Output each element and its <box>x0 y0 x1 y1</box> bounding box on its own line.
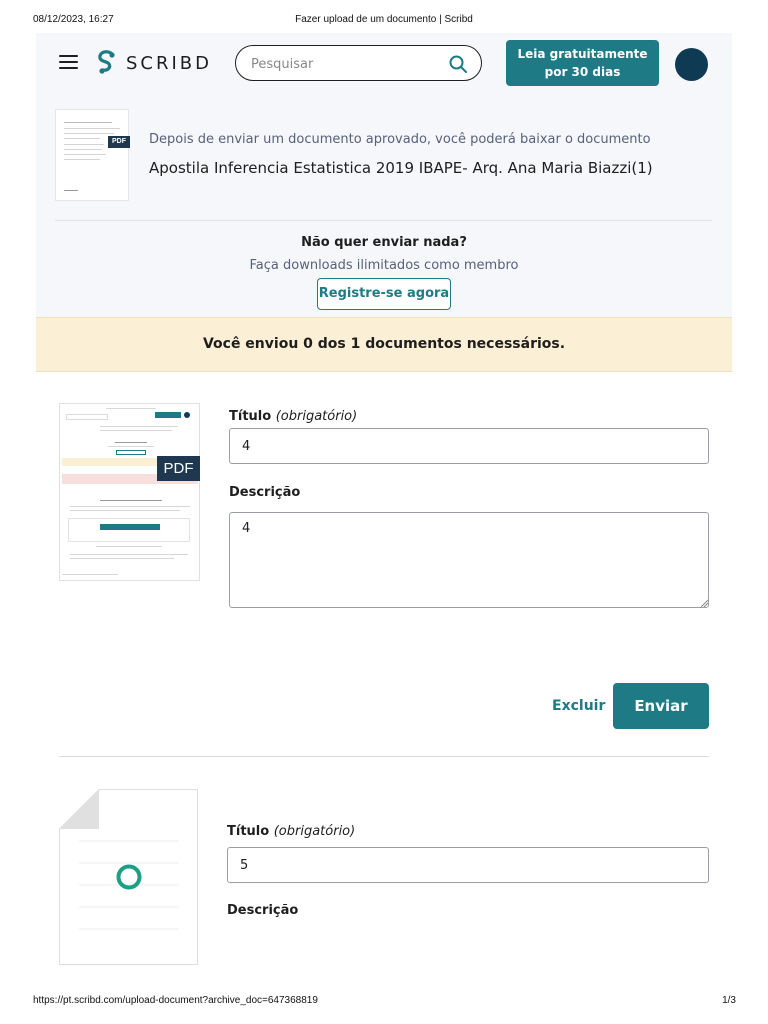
print-datetime: 08/12/2023, 16:27 <box>33 14 114 25</box>
description-textarea[interactable] <box>229 512 709 608</box>
no-upload-question: Não quer enviar nada? <box>301 235 467 250</box>
required-hint: (obrigatório) <box>273 824 356 839</box>
scribd-page <box>36 33 732 918</box>
print-footer <box>0 995 768 1011</box>
search-box[interactable] <box>235 45 482 81</box>
upload-progress-banner: Você enviou 0 dos 1 documentos necessários. <box>36 317 732 372</box>
print-page-number: 1/3 <box>722 995 736 1006</box>
document-name: Apostila Inferencia Estatistica 2019 IBAPE- Arq. Ana Maria Biazzi(1) <box>149 159 653 177</box>
scribd-logo-text: SCRIBD <box>126 52 213 74</box>
scribd-logo[interactable] <box>96 50 212 76</box>
download-notice-panel <box>36 93 732 317</box>
description-label: Descrição <box>227 903 299 918</box>
item-separator <box>59 756 709 757</box>
title-label-text: Título <box>229 409 272 424</box>
document-preview-thumbnail <box>59 403 200 581</box>
membership-subtext: Faça downloads ilimitados como membro <box>249 258 519 273</box>
divider <box>55 220 712 221</box>
register-button[interactable]: Registre-se agora <box>317 278 451 310</box>
scribd-logo-icon <box>96 50 118 76</box>
free-trial-line2: por 30 dias <box>544 65 621 79</box>
title-label <box>227 824 355 839</box>
top-navigation-bar <box>36 33 732 93</box>
description-label: Descrição <box>229 485 301 500</box>
hamburger-menu-icon[interactable] <box>59 55 78 69</box>
upload-item <box>36 788 732 998</box>
free-trial-button[interactable] <box>506 40 659 86</box>
pdf-badge: PDF <box>108 136 130 148</box>
delete-button[interactable]: Excluir <box>552 698 606 714</box>
required-hint: (obrigatório) <box>275 409 358 424</box>
search-icon[interactable] <box>449 55 467 73</box>
upload-item <box>36 372 732 772</box>
title-input[interactable] <box>229 428 709 464</box>
search-input[interactable] <box>251 54 441 74</box>
submit-button[interactable]: Enviar <box>613 683 709 729</box>
pdf-badge: PDF <box>157 456 200 481</box>
resize-handle-icon[interactable] <box>700 599 708 607</box>
title-input[interactable] <box>227 847 709 883</box>
print-url: https://pt.scribd.com/upload-document?archive_doc=647368819 <box>33 995 318 1006</box>
document-thumbnail <box>55 109 129 201</box>
title-label-text: Título <box>227 824 270 839</box>
title-label <box>229 409 357 424</box>
print-header <box>0 14 768 30</box>
loading-spinner-icon <box>115 863 143 891</box>
print-page-title: Fazer upload de um documento | Scribd <box>295 14 473 25</box>
user-avatar[interactable] <box>675 48 708 81</box>
download-info-text: Depois de enviar um documento aprovado, você poderá baixar o documento <box>149 132 651 147</box>
free-trial-line1: Leia gratuitamente <box>517 47 648 61</box>
